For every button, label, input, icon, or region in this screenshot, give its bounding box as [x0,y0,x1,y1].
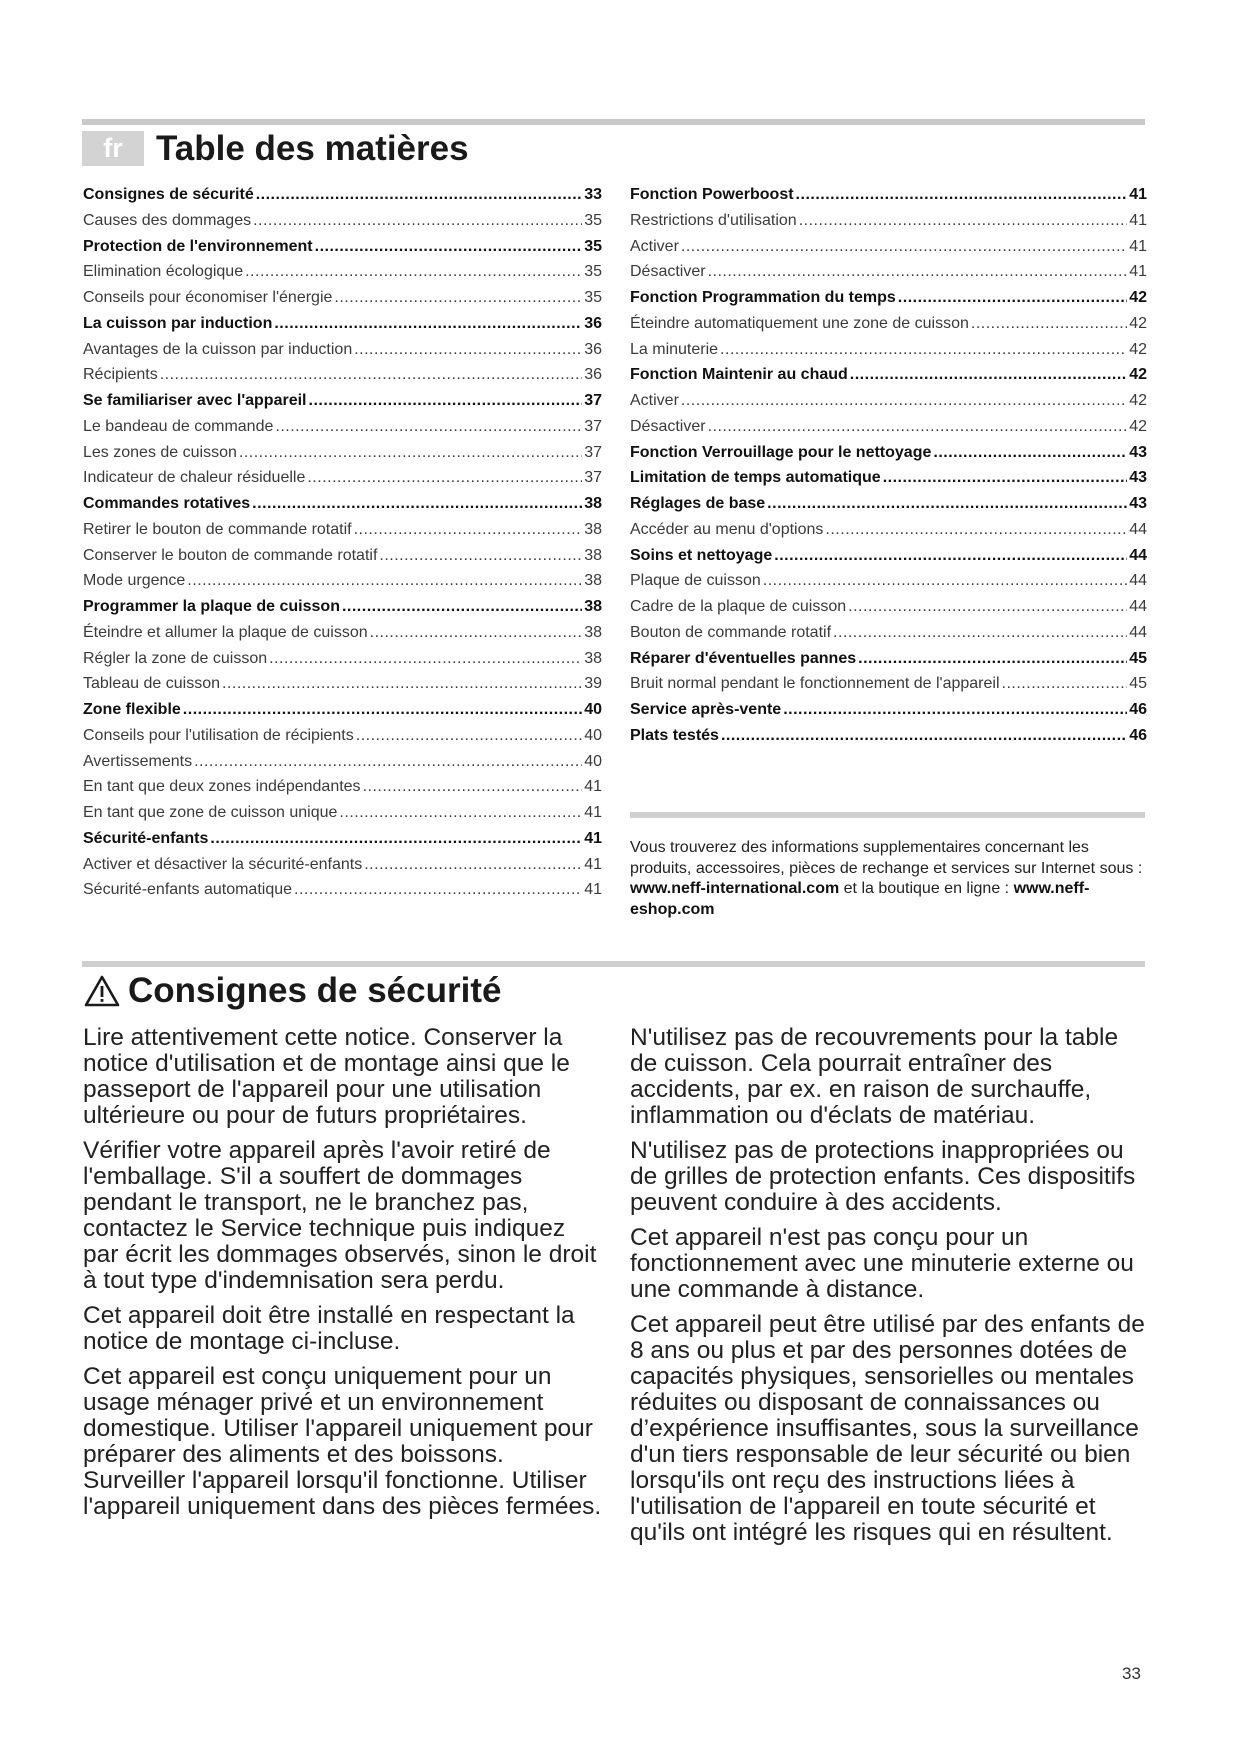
toc-entry-title: Activer et désactiver la sécurité-enfants [83,855,363,873]
toc-entry[interactable] [630,261,1147,287]
toc-entry[interactable] [83,313,602,339]
toc-entry-page: 37 [584,392,602,409]
toc-entry-page: 41 [1129,237,1147,255]
toc-dot-leader [783,699,1127,721]
toc-entry-page: 36 [584,366,602,384]
toc-dot-leader [356,725,582,747]
toc-dot-leader [183,699,582,721]
toc-dot-leader [363,776,583,798]
toc-dot-leader [245,261,582,283]
toc-entry-page: 35 [584,237,602,255]
toc-entry-title: Récipients [83,366,158,384]
toc-entry-page: 37 [584,443,602,461]
toc-entry-page: 41 [584,881,602,899]
toc-dot-leader [339,802,582,824]
toc-dot-leader [708,416,1128,438]
toc-entry-title: Éteindre et allumer la plaque de cuisson [83,623,368,641]
toc-entry-page: 44 [1129,598,1147,615]
safety-paragraph: Vérifier votre appareil après l'avoir retiré de l'emballage. S'il a souffert de dommages pendant le transport, ne le branchez pas, contactez le Service technique puis indiquez par écrit les dommages observés, sinon le droit à tout type d'indemnisation sera perdu. [83,1137,597,1294]
toc-dot-leader [252,493,582,515]
toc-entry-title: Réparer d'éventuelles pannes [630,649,857,667]
toc-entry[interactable] [630,416,1147,442]
toc-entry-title: Cadre de la plaque de cuisson [630,598,847,615]
toc-entry-title: Restrictions d'utilisation [630,211,797,229]
toc-entry[interactable] [83,596,602,622]
toc-entry-page: 38 [584,546,602,564]
toc-entry-title: La cuisson par induction [83,314,273,332]
toc-dot-leader [222,673,582,695]
toc-dot-leader [194,751,582,773]
toc-left-column [83,184,602,905]
toc-entry[interactable] [83,673,602,699]
toc-entry-title: Plaque de cuisson [630,572,761,590]
info-link-eshop[interactable]: www.neff-eshop.com [630,880,1090,918]
toc-entry[interactable] [630,339,1147,365]
toc-dot-leader [294,879,582,901]
toc-entry-page: 46 [1129,701,1147,718]
toc-entry[interactable] [630,390,1147,416]
toc-entry-page: 38 [584,495,602,512]
toc-entry[interactable] [83,802,602,828]
toc-entry-title: Causes des dommages [83,211,252,229]
toc-dot-leader [309,390,583,412]
toc-entry[interactable] [83,545,602,571]
toc-title: Table des matières [156,129,469,168]
info-note [630,838,1145,920]
toc-dot-leader [275,416,582,438]
toc-entry[interactable] [630,570,1147,596]
toc-entry-title: Avantages de la cuisson par induction [83,340,353,358]
toc-entry-title: Bruit normal pendant le fonctionnement de l'appareil [630,675,1000,693]
toc-right-column [630,184,1147,751]
toc-dot-leader [767,493,1127,515]
toc-entry-page: 38 [584,649,602,667]
toc-entry-page: 42 [1129,289,1147,306]
info-text-2: et la boutique en ligne : [839,880,1014,897]
toc-dot-leader [681,390,1127,412]
toc-entry-page: 44 [1129,572,1147,590]
toc-dot-leader [379,545,582,567]
toc-dot-leader [256,184,582,206]
toc-entry[interactable] [630,493,1147,519]
toc-dot-leader [1002,673,1128,695]
toc-dot-leader [342,596,582,618]
toc-entry-page: 44 [1129,623,1147,641]
toc-entry-page: 39 [584,675,602,693]
toc-entry-title: Retirer le bouton de commande rotatif [83,520,352,538]
toc-entry-title: Désactiver [630,417,706,435]
toc-entry[interactable] [630,287,1147,313]
toc-entry-page: 42 [1129,392,1147,409]
toc-entry[interactable] [83,390,602,416]
toc-entry-page: 44 [1129,546,1147,564]
toc-dot-leader [187,570,582,592]
toc-entry-title: Indicateur de chaleur résiduelle [83,469,306,487]
header-rule [82,119,1145,125]
toc-entry-page: 42 [1129,366,1147,384]
toc-entry[interactable] [83,210,602,236]
info-rule [630,812,1145,818]
toc-dot-leader [796,184,1128,206]
toc-entry[interactable] [630,236,1147,262]
toc-entry[interactable] [83,493,602,519]
info-link-international[interactable]: www.neff-international.com [630,880,840,897]
toc-entry[interactable] [83,699,602,725]
toc-entry-title: Fonction Verrouillage pour le nettoyage [630,443,932,461]
toc-entry-title: Activer [630,237,679,255]
toc-entry-page: 38 [584,572,602,590]
toc-dot-leader [799,210,1128,232]
toc-entry-title: Réglages de base [630,495,766,512]
toc-entry-title: Conseils pour économiser l'énergie [83,289,333,306]
toc-entry-title: Avertissements [83,752,193,770]
toc-entry[interactable] [630,622,1147,648]
toc-dot-leader [239,442,582,464]
toc-entry[interactable] [630,184,1147,210]
toc-dot-leader [253,210,582,232]
toc-dot-leader [269,648,582,670]
toc-entry[interactable] [630,519,1147,545]
toc-entry-page: 41 [1129,263,1147,281]
toc-entry-title: Mode urgence [83,572,186,590]
toc-dot-leader [708,261,1128,283]
toc-dot-leader [848,596,1127,618]
toc-entry-page: 41 [1129,186,1147,203]
toc-entry-title: Fonction Maintenir au chaud [630,366,848,384]
page-number: 33 [1122,1664,1141,1683]
toc-entry[interactable] [83,519,602,545]
toc-entry-title: La minuterie [630,340,719,358]
toc-entry[interactable] [83,570,602,596]
toc-entry-page: 45 [1129,649,1147,667]
safety-paragraph: Cet appareil doit être installé en respectant la notice de montage ci-incluse. [83,1302,575,1355]
toc-dot-leader [858,648,1127,670]
toc-entry-page: 41 [584,804,602,821]
toc-entry-title: Le bandeau de commande [83,417,274,435]
toc-entry-title: Conserver le bouton de commande rotatif [83,546,378,564]
toc-entry[interactable] [630,673,1147,699]
toc-dot-leader [971,313,1127,335]
toc-dot-leader [825,519,1127,541]
toc-entry-page: 33 [584,186,602,203]
toc-entry-title: Bouton de commande rotatif [630,623,832,641]
toc-dot-leader [274,313,582,335]
toc-entry-page: 38 [584,520,602,538]
toc-entry-page: 43 [1129,495,1147,512]
section-title [84,968,501,1014]
section-rule [82,961,1145,967]
toc-entry[interactable] [83,442,602,468]
toc-entry-title: Service après-vente [630,701,782,718]
toc-entry-title: Fonction Programmation du temps [630,289,896,306]
toc-entry[interactable] [83,828,602,854]
toc-entry-page: 43 [1129,469,1147,487]
toc-dot-leader [763,570,1127,592]
toc-entry-title: Commandes rotatives [83,495,251,512]
toc-entry-title: Fonction Powerboost [630,186,794,203]
toc-entry[interactable] [83,854,602,880]
toc-entry[interactable] [630,596,1147,622]
toc-entry-page: 40 [584,726,602,744]
toc-dot-leader [883,467,1128,489]
toc-entry-title: En tant que zone de cuisson unique [83,804,338,821]
toc-entry-page: 37 [584,469,602,487]
toc-entry-page: 41 [584,855,602,873]
toc-dot-leader [370,622,583,644]
toc-entry-page: 38 [584,598,602,615]
toc-entry[interactable] [83,648,602,674]
warning-triangle-icon [84,974,120,1008]
toc-entry-title: Zone flexible [83,701,181,718]
toc-entry-title: Se familiariser avec l'appareil [83,392,307,409]
toc-dot-leader [933,442,1127,464]
toc-dot-leader [160,364,583,386]
toc-entry-page: 36 [584,340,602,358]
toc-entry[interactable] [83,287,602,313]
toc-entry[interactable] [83,622,602,648]
toc-entry[interactable] [83,751,602,777]
toc-entry-title: Tableau de cuisson [83,675,220,693]
toc-entry[interactable] [630,725,1147,751]
toc-entry-title: Les zones de cuisson [83,443,237,461]
toc-dot-leader [681,236,1127,258]
toc-entry[interactable] [83,416,602,442]
toc-dot-leader [898,287,1127,309]
toc-dot-leader [774,545,1127,567]
toc-dot-leader [315,236,583,258]
toc-entry[interactable] [83,725,602,751]
toc-entry-page: 46 [1129,726,1147,744]
toc-entry-page: 41 [584,778,602,796]
toc-entry[interactable] [630,545,1147,571]
toc-entry[interactable] [83,184,602,210]
toc-dot-leader [850,364,1127,386]
toc-entry-page: 42 [1129,314,1147,332]
safety-paragraph: Cet appareil n'est pas conçu pour un fonctionnement avec une minuterie externe ou une commande à distance. [630,1224,1134,1303]
toc-entry[interactable] [83,364,602,390]
toc-entry-title: Programmer la plaque de cuisson [83,598,340,615]
toc-dot-leader [721,725,1127,747]
toc-entry-page: 41 [1129,211,1147,229]
toc-entry-title: Conseils pour l'utilisation de récipients [83,726,354,744]
toc-entry[interactable] [83,261,602,287]
toc-entry-page: 38 [584,623,602,641]
toc-entry-title: Consignes de sécurité [83,186,254,203]
toc-entry-title: Éteindre automatiquement une zone de cuisson [630,314,969,332]
toc-entry-title: Sécurité-enfants [83,829,209,847]
safety-paragraph: N'utilisez pas de recouvrements pour la table de cuisson. Cela pourrait entraîner des accidents, par ex. en raison de surchauffe, inflammation ou d'éclats de matériau. [630,1024,1119,1129]
safety-paragraph: Cet appareil est conçu uniquement pour un usage ménager privé et un environnement domestique. Utiliser l'appareil uniquement pour préparer des aliments et des boissons. Surveiller l'appareil lorsqu'il fonctionne. Utiliser l'appareil uniquement dans des pièces fermées. [83,1363,602,1520]
toc-entry[interactable] [630,442,1147,468]
toc-dot-leader [833,622,1127,644]
toc-entry-title: Régler la zone de cuisson [83,649,268,667]
toc-entry[interactable] [630,313,1147,339]
toc-entry-title: Accéder au menu d'options [630,520,824,538]
toc-entry-title: Soins et nettoyage [630,546,773,564]
toc-entry[interactable] [83,236,602,262]
toc-dot-leader [720,339,1127,361]
toc-dot-leader [354,339,582,361]
toc-entry-page: 35 [584,263,602,281]
toc-dot-leader [354,519,583,541]
toc-entry[interactable] [630,648,1147,674]
toc-entry[interactable] [630,467,1147,493]
toc-entry-page: 41 [584,829,602,847]
toc-entry-title: Protection de l'environnement [83,237,313,255]
section-title-text: Consignes de sécurité [128,971,502,1010]
safety-left-column [83,1025,603,1529]
toc-entry-page: 44 [1129,520,1147,538]
toc-entry-page: 40 [584,752,602,770]
language-badge: fr [82,131,144,166]
safety-paragraph: Lire attentivement cette notice. Conserver la notice d'utilisation et de montage ainsi que le passeport de l'appareil pour une utilisation ultérieure ou pour de futurs propriétaires. [83,1024,570,1129]
toc-entry[interactable] [83,467,602,493]
toc-entry-title: Sécurité-enfants automatique [83,881,293,899]
toc-entry[interactable] [630,364,1147,390]
toc-dot-leader [334,287,582,309]
safety-paragraph: N'utilisez pas de protections inappropriées ou de grilles de protection enfants. Ces dispositifs peuvent conduire à des accidents. [630,1137,1136,1216]
toc-entry-title: Plats testés [630,726,719,744]
toc-entry-title: Désactiver [630,263,706,281]
safety-right-column [630,1025,1150,1555]
toc-entry-title: Activer [630,392,679,409]
toc-dot-leader [307,467,582,489]
toc-entry[interactable] [83,776,602,802]
toc-entry-title: Limitation de temps automatique [630,469,881,487]
info-text-1: Vous trouverez des informations supplementaires concernant les produits, accessoires, pièces de rechange et services sur Internet sous : [630,839,1143,877]
safety-paragraph: Cet appareil peut être utilisé par des enfants de 8 ans ou plus et par des personnes dotées de capacités physiques, sensorielles ou mentales réduites ou disposant de connaissances ou d’expérience insuffisantes, sous la surveillance d'un tiers responsable de leur sécurité ou bien lorsqu'ils ont reçu des instructions liées à l'utilisation de l'appareil en toute sécurité et qu'ils ont intégré les risques qui en résultent. [630,1311,1145,1546]
toc-entry-page: 40 [584,701,602,718]
toc-entry-title: En tant que deux zones indépendantes [83,778,361,796]
toc-entry[interactable] [83,879,602,905]
toc-entry-page: 42 [1129,340,1147,358]
toc-entry[interactable] [630,699,1147,725]
toc-entry-page: 35 [584,289,602,306]
toc-entry-page: 37 [584,417,602,435]
toc-dot-leader [210,828,582,850]
toc-entry-page: 45 [1129,675,1147,693]
toc-entry[interactable] [83,339,602,365]
toc-entry-page: 42 [1129,417,1147,435]
toc-dot-leader [364,854,582,876]
toc-entry-page: 35 [584,211,602,229]
toc-entry[interactable] [630,210,1147,236]
toc-entry-title: Elimination écologique [83,263,244,281]
toc-entry-page: 43 [1129,443,1147,461]
toc-entry-page: 36 [584,314,602,332]
